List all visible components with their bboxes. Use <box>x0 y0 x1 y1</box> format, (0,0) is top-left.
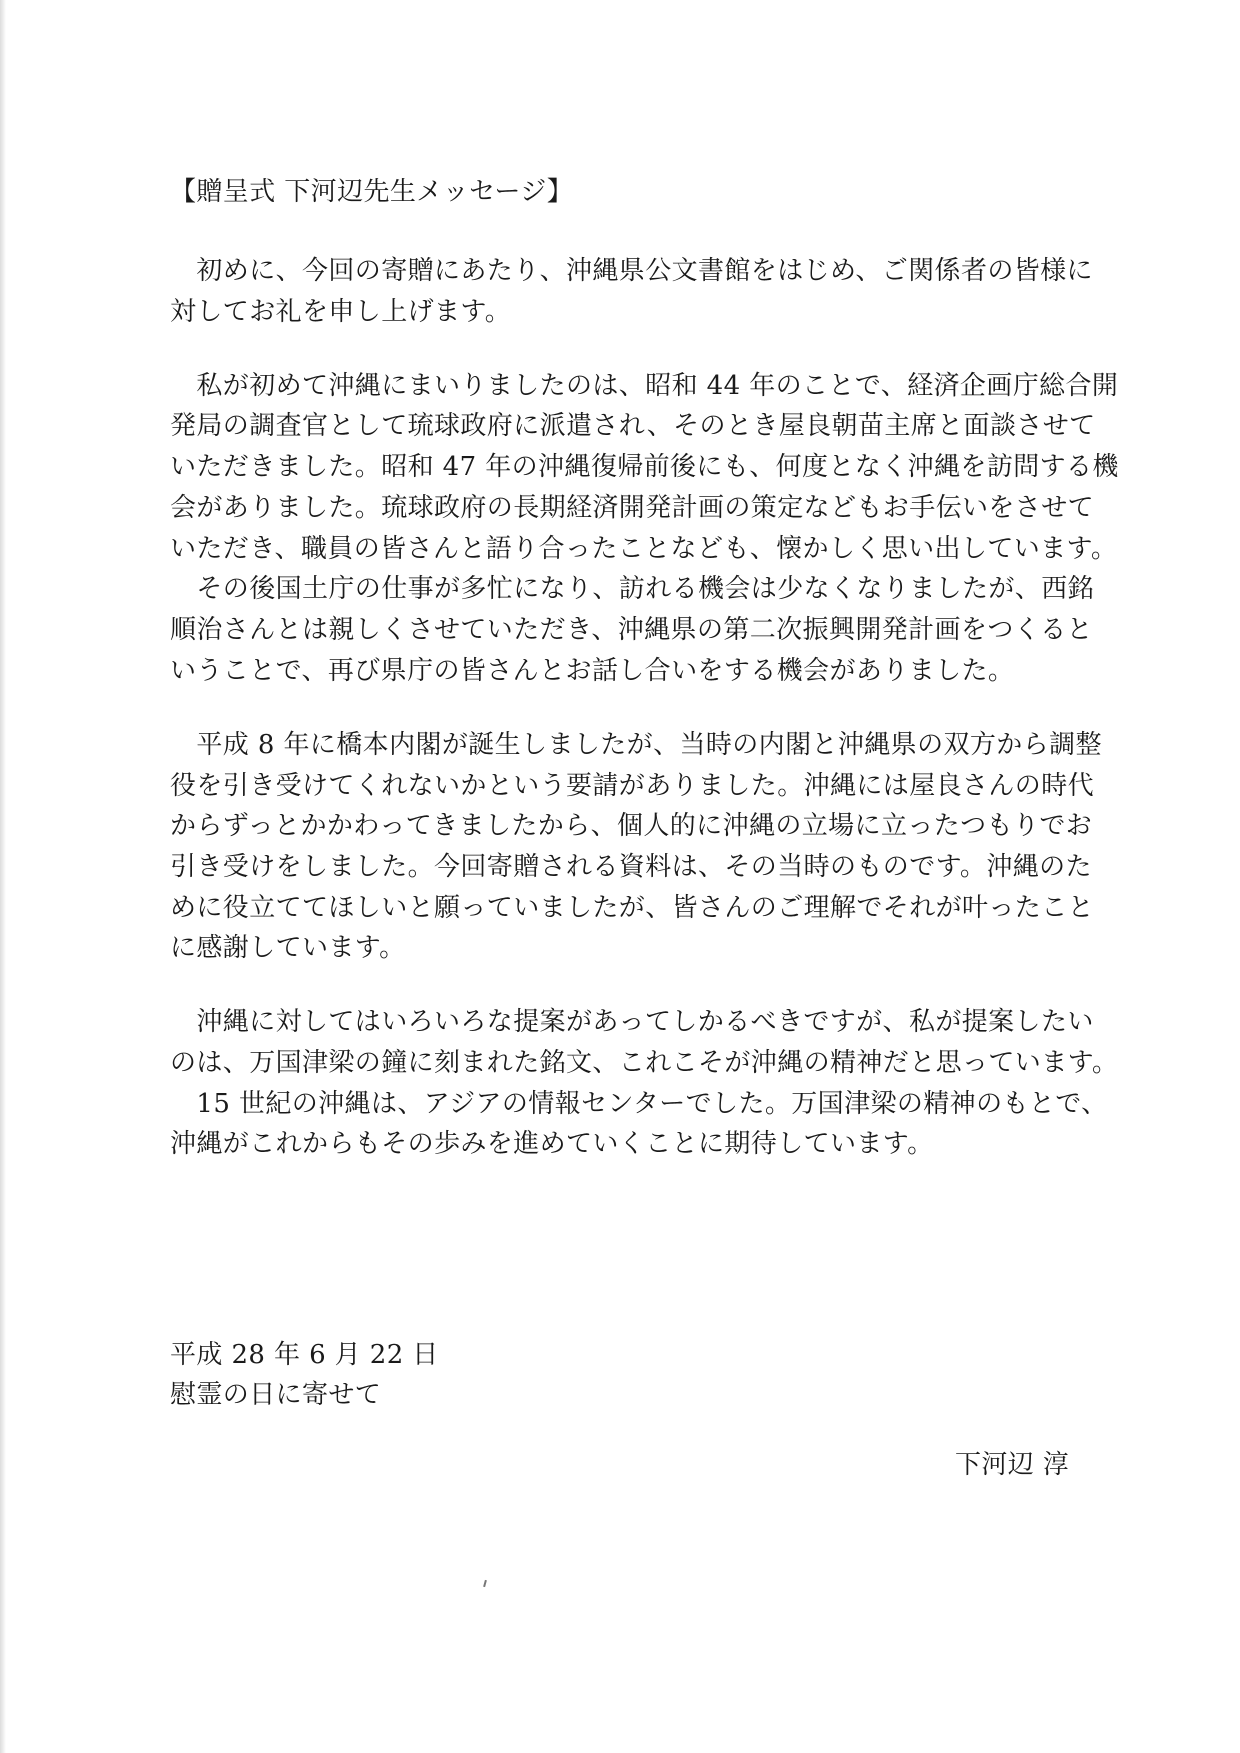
paragraph-3-line-6: に感謝しています。 <box>170 933 406 963</box>
paragraph-2-line-7: 順治さんとは親しくさせていただき、沖縄県の第二次振興開発計画をつくると <box>170 615 1093 645</box>
paragraph-3-line-3: からずっとかかわってきましたから、個人的に沖縄の立場に立ったつもりでお <box>170 811 1093 841</box>
paragraph-1-line-2: 対してお礼を申し上げます。 <box>170 297 512 327</box>
scan-speck <box>483 1580 487 1587</box>
scan-edge-shadow <box>0 0 6 1753</box>
paragraph-2-line-3: いただきました。昭和 47 年の沖縄復帰前後にも、何度となく沖縄を訪問する機 <box>170 452 1119 482</box>
paragraph-2-line-2: 発局の調査官として琉球政府に派遣され、そのとき屋良朝苗主席と面談させて <box>170 411 1096 441</box>
paragraph-3-line-1: 平成 8 年に橋本内閣が誕生しましたが、当時の内閣と沖縄県の双方から調整 <box>170 730 1102 760</box>
document-date: 平成 28 年 6 月 22 日 <box>170 1340 439 1370</box>
paragraph-2-line-1: 私が初めて沖縄にまいりましたのは、昭和 44 年のことで、経済企画庁総合開 <box>170 371 1119 401</box>
paragraph-2-line-5: いただき、職員の皆さんと語り合ったことなども、懐かしく思い出しています。 <box>170 534 1118 564</box>
paragraph-4-line-4: 沖縄がこれからもその歩みを進めていくことに期待しています。 <box>170 1129 934 1159</box>
document-occasion: 慰霊の日に寄せて <box>170 1380 382 1410</box>
paragraph-1-line-1: 初めに、今回の寄贈にあたり、沖縄県公文書館をはじめ、ご関係者の皆様に <box>170 256 1093 286</box>
document-signature: 下河辺 淳 <box>955 1450 1070 1480</box>
paragraph-2-line-4: 会がありました。琉球政府の長期経済開発計画の策定などもお手伝いをさせて <box>170 493 1095 523</box>
paragraph-4-line-1: 沖縄に対してはいろいろな提案があってしかるべきですが、私が提案したい <box>170 1007 1094 1037</box>
paragraph-4-line-2: のは、万国津梁の鐘に刻まれた銘文、これこそが沖縄の精神だと思っています。 <box>170 1048 1119 1078</box>
paragraph-4-line-3: 15 世紀の沖縄は、アジアの情報センターでした。万国津梁の精神のもとで、 <box>170 1089 1108 1119</box>
document-title: 【贈呈式 下河辺先生メッセージ】 <box>170 177 574 207</box>
paragraph-2-line-6: その後国土庁の仕事が多忙になり、訪れる機会は少なくなりましたが、西銘 <box>170 574 1095 604</box>
paragraph-3-line-5: めに役立ててほしいと願っていましたが、皆さんのご理解でそれが叶ったこと <box>170 893 1095 923</box>
paragraph-3-line-4: 引き受けをしました。今回寄贈される資料は、その当時のものです。沖縄のた <box>170 852 1092 882</box>
paragraph-2-line-8: いうことで、再び県庁の皆さんとお話し合いをする機会がありました。 <box>170 656 1015 686</box>
paragraph-3-line-2: 役を引き受けてくれないかという要請がありました。沖縄には屋良さんの時代 <box>170 771 1095 801</box>
